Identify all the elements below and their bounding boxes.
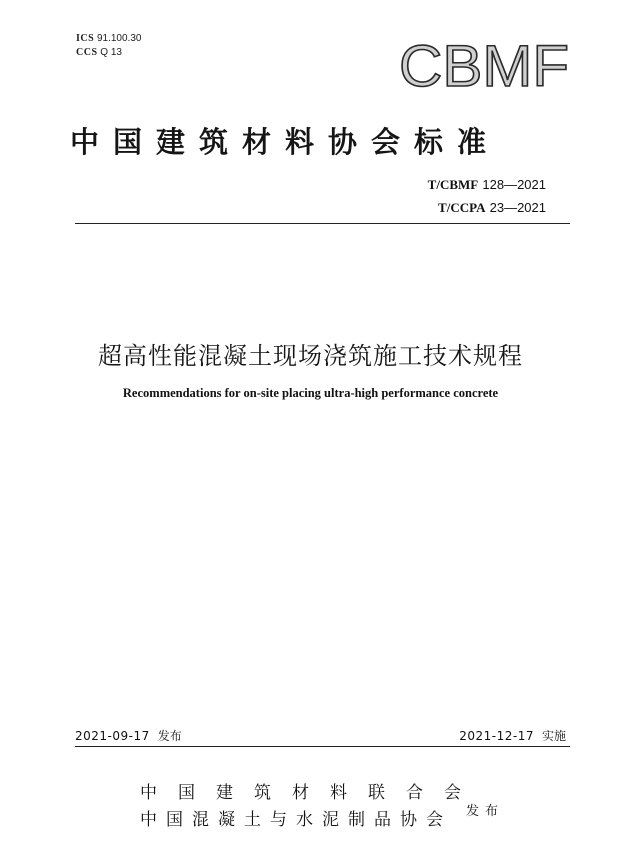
- standard-number-1: [428, 174, 546, 197]
- implementation-label: 实施: [541, 729, 566, 743]
- issuing-organizations: [140, 780, 482, 834]
- standard-code: 23—2021: [489, 200, 546, 215]
- standard-number-2: [428, 197, 546, 220]
- footer-divider: [75, 746, 570, 747]
- ccs-line: [76, 46, 141, 60]
- issuer-1: 中国建筑材料联合会: [140, 783, 482, 803]
- standard-code: 128—2021: [482, 177, 546, 192]
- standard-prefix: T/CBMF: [427, 177, 479, 192]
- cbmf-logo-icon: [398, 38, 570, 90]
- release-date: 2021-09-17: [75, 729, 150, 743]
- document-title-english: Recommendations for on-site placing ultra-high performance concrete: [122, 386, 499, 400]
- issuer-2: 中国混凝土与水泥制品协会: [140, 810, 452, 830]
- logo-text: CBMF: [399, 38, 569, 90]
- standard-numbers: [428, 174, 546, 220]
- ics-line: [76, 32, 141, 46]
- release-label: 发布: [157, 729, 182, 743]
- document-title-chinese: 超高性能混凝土现场浇筑施工技术规程: [98, 342, 523, 370]
- implementation-date-line: [459, 727, 566, 744]
- organization-standard-title: 中国建筑材料协会标准: [70, 125, 501, 159]
- cbmf-logo: [398, 38, 570, 90]
- classification-codes: [76, 32, 141, 60]
- ccs-label: CCS: [76, 47, 98, 58]
- implementation-date: 2021-12-17: [459, 729, 534, 743]
- release-date-line: [75, 727, 182, 744]
- ics-code: 91.100.30: [96, 33, 142, 44]
- issue-label: 发布: [466, 804, 505, 819]
- standard-prefix: T/CCPA: [438, 200, 486, 215]
- ics-label: ICS: [76, 33, 95, 44]
- ccs-code: Q 13: [100, 47, 122, 58]
- header-divider: [75, 223, 570, 224]
